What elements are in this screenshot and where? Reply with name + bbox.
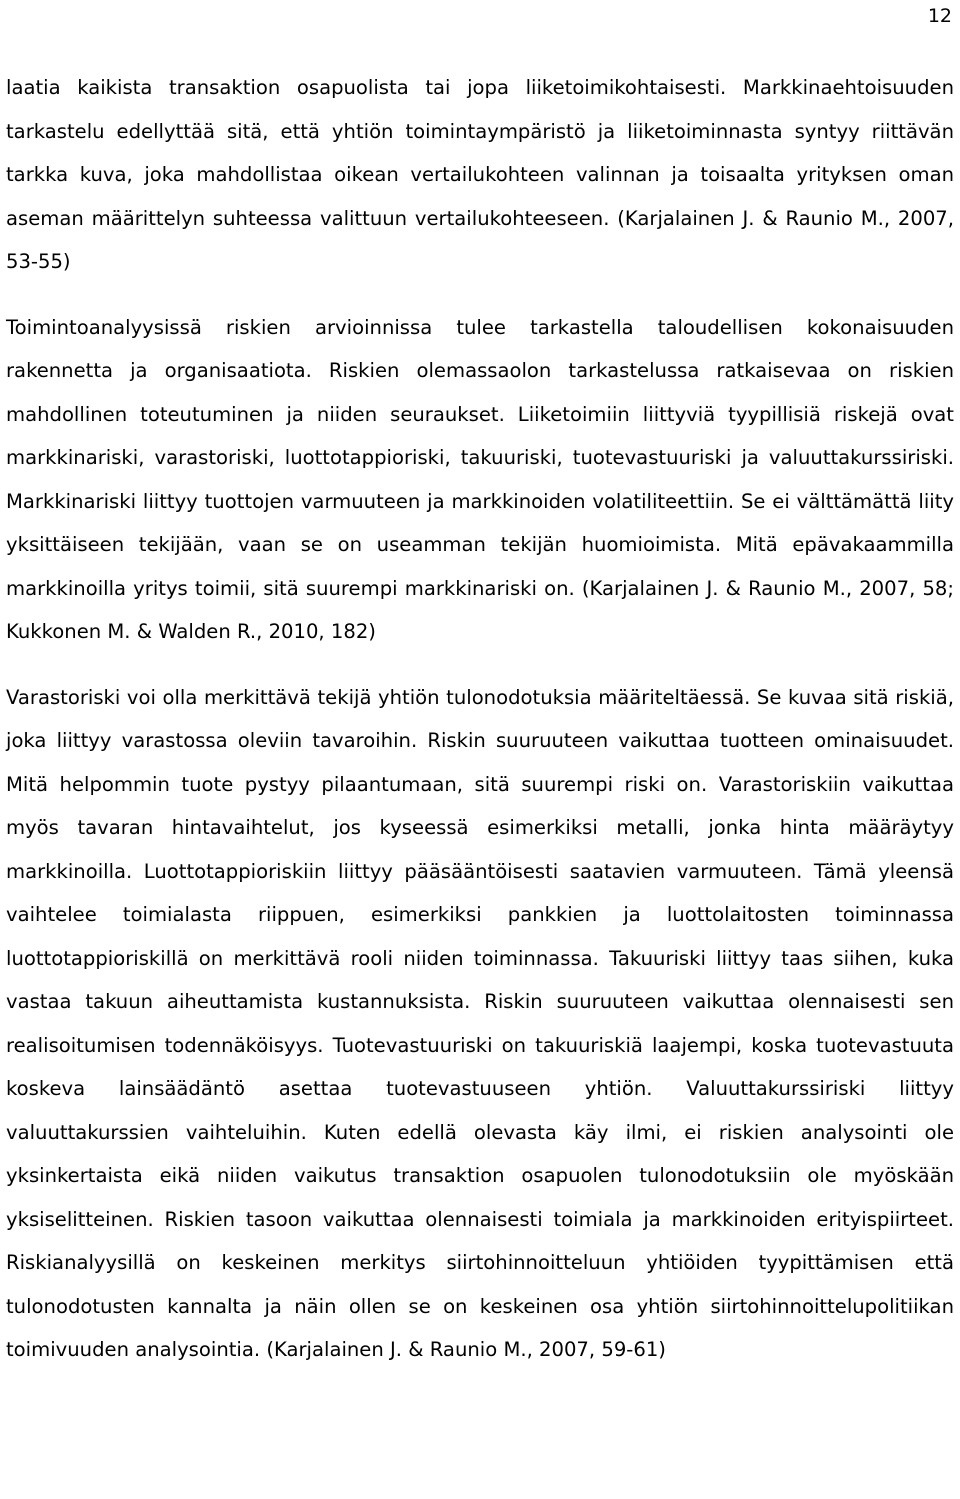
paragraph-risk-assessment: Toimintoanalyysissä riskien arvioinnissa tulee tarkastella taloudellisen kokonaisuuden rakennetta ja organisaatiota. Riskien olemassaolon tarkastelussa ratkaisevaa on riskien mahdollinen toteutuminen ja niiden seuraukset. Liiketoimiin liittyviä tyypillisiä riskejä ovat markkinariski, varastoriski, luottotappioriski, takuuriski, tuotevastuuriski ja valuuttakurssiriski. Markkinariski liittyy tuottojen varmuuteen ja markkinoiden volatiliteettiin. Se ei välttämättä liity yksittäiseen tekijään, vaan se on useamman tekijän huomioimista. Mitä epävakaammilla markkinoilla yritys toimii, sitä suurempi markkinariski on. (Karjalainen J. & Raunio M., 2007, 58; Kukkonen M. & Walden R., 2010, 182) bbox=[6, 315, 954, 643]
document-body bbox=[6, 66, 954, 1372]
page-number: 12 bbox=[927, 5, 952, 27]
paragraph-transaction-comparison: laatia kaikista transaktion osapuolista tai jopa liiketoimikohtaisesti. Markkinaehtoisuuden tarkastelu edellyttää sitä, että yhtiön toimintaympäristö ja liiketoiminnasta syntyy riittävän tarkka kuva, joka mahdollistaa oikean vertailukohteen valinnan ja toisaalta yrityksen oman aseman määrittelyn suhteessa valittuun vertailukohteeseen. (Karjalainen J. & Raunio M., 2007, 53-55) bbox=[6, 76, 954, 273]
paragraph-inventory-risk: Varastoriski voi olla merkittävä tekijä yhtiön tulonodotuksia määriteltäessä. Se kuvaa sitä riskiä, joka liittyy varastossa oleviin tavaroihin. Riskin suuruuteen vaikuttaa tuotteen ominaisuudet. Mitä helpommin tuote pystyy pilaantumaan, sitä suurempi riski on. Varastoriskiin vaikuttaa myös tavaran hintavaihtelut, jos kyseessä esimerkiksi metalli, jonka hinta määräytyy markkinoilla. Luottotappioriskiin liittyy pääsääntöisesti saatavien varmuuteen. Tämä yleensä vaihtelee toimialasta riippuen, esimerkiksi pankkien ja luottolaitosten toiminnassa luottotappioriskillä on merkittävä rooli niiden toiminnassa. Takuuriski liittyy taas siihen, kuka vastaa takuun aiheuttamista kustannuksista. Riskin suuruuteen vaikuttaa olennaisesti sen realisoitumisen todennäköisyys. Tuotevastuuriski on takuuriskiä laajempi, koska tuotevastuuta koskeva lainsäädäntö asettaa tuotevastuuseen yhtiön. Valuuttakurssiriski liittyy valuuttakurssien vaihteluihin. Kuten edellä olevasta käy ilmi, ei riskien analysointi ole yksinkertaista eikä niiden vaikutus transaktion osapuolen tulonodotuksiin ole myöskään yksiselitteinen. Riskien tasoon vaikuttaa olennaisesti toimiala ja markkinoiden erityispiirteet. Riskianalyysillä on keskeinen merkitys siirtohinnoitteluun yhtiöiden tyypittämisen että tulonodotusten kannalta ja näin ollen se on keskeinen osa yhtiön siirtohinnoittelupolitiikan toimivuuden analysointia. (Karjalainen J. & Raunio M., 2007, 59-61) bbox=[6, 685, 954, 1361]
